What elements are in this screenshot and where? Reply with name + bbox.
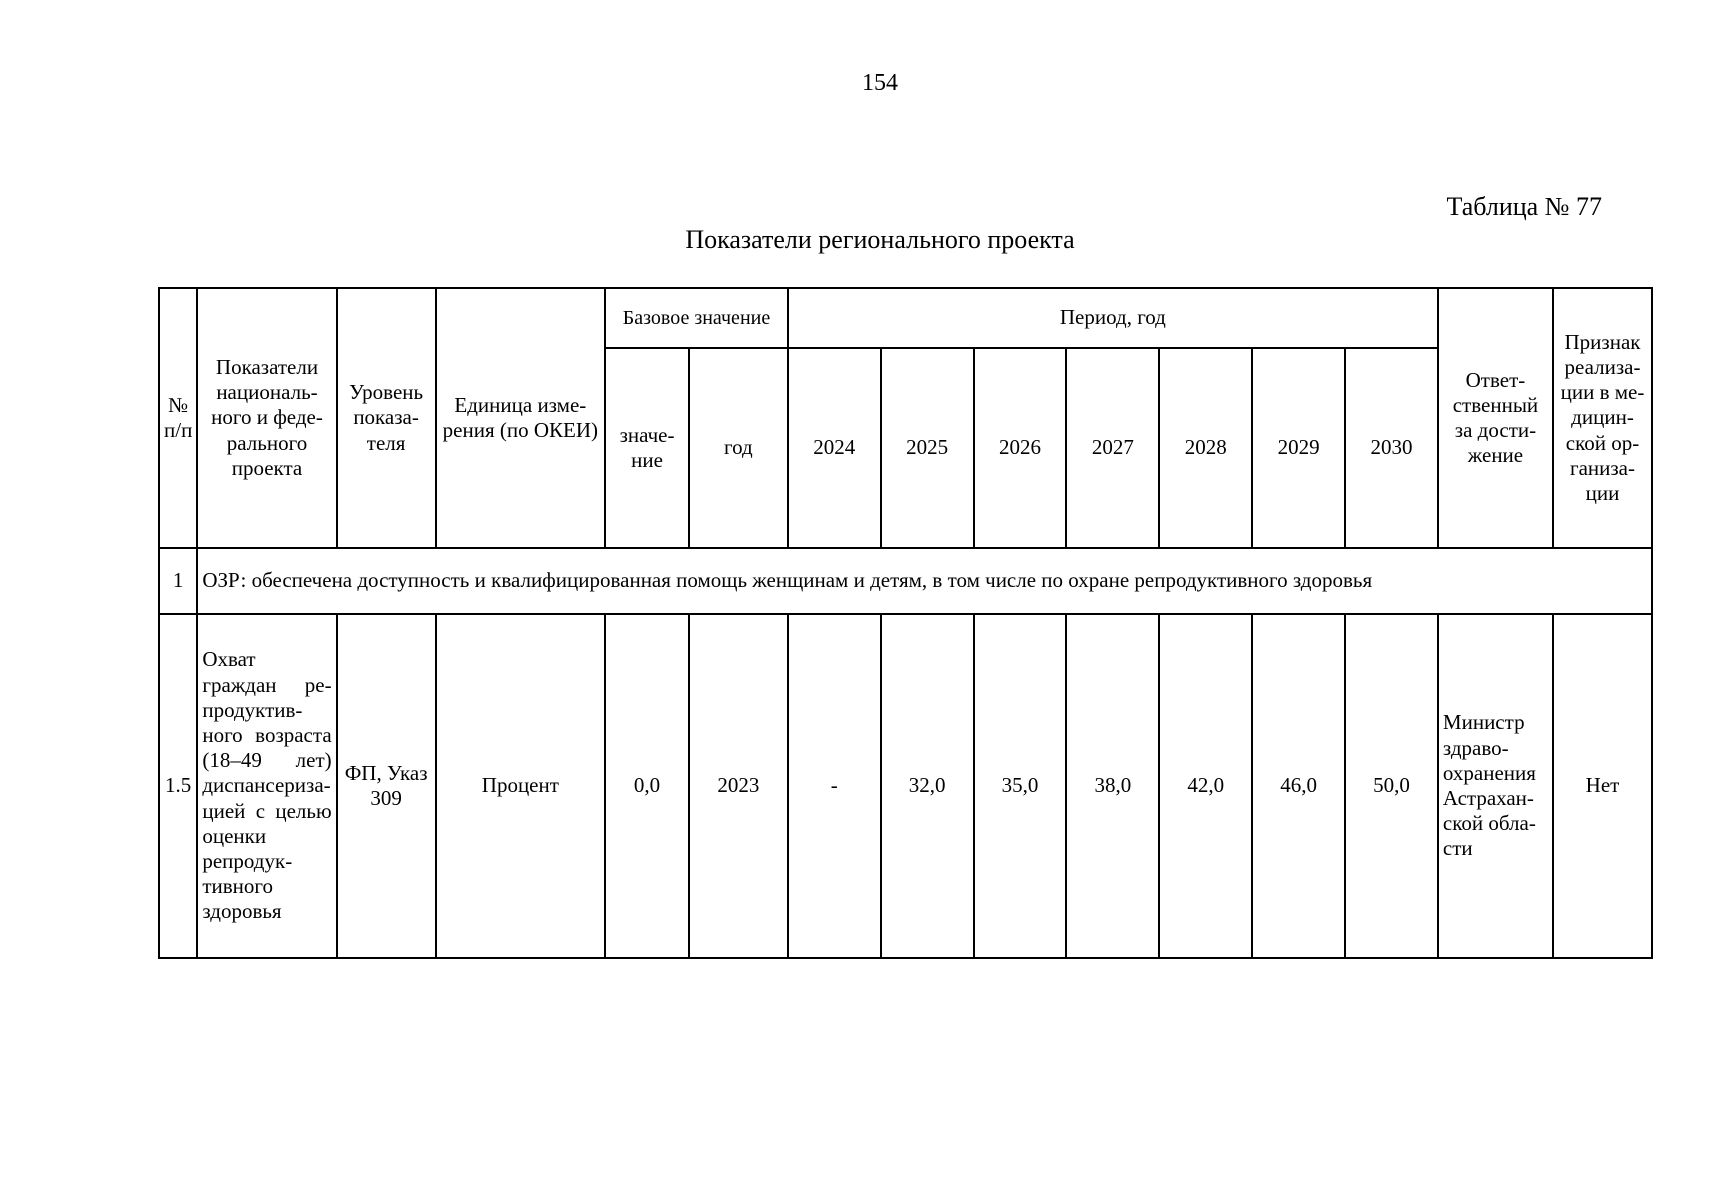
- header-unit: Единица измерения (по ОКЕИ): [436, 288, 606, 548]
- header-level: Уровень показателя: [337, 288, 436, 548]
- header-base-group: Базовое значение: [605, 288, 788, 348]
- header-row-1: [159, 288, 1652, 348]
- header-year: 2029: [1252, 348, 1345, 548]
- indicators-table: [158, 287, 1653, 959]
- table-row: [159, 614, 1652, 958]
- header-year: 2026: [974, 348, 1067, 548]
- header-year: 2028: [1159, 348, 1252, 548]
- row-indicator: Охват граждан репродуктивного возраста (18–49 лет) диспансеризацией с целью оценки репродуктивного здоровья: [197, 614, 336, 958]
- section-text: ОЗР: обеспечена доступность и квалифицированная помощь женщинам и детям, в том числе по охране репродуктивного здоровья: [197, 548, 1652, 614]
- header-year: 2030: [1345, 348, 1438, 548]
- row-base-year: 2023: [689, 614, 788, 958]
- row-value-2029: 46,0: [1252, 614, 1345, 958]
- row-value-2025: 32,0: [881, 614, 974, 958]
- row-sign: Нет: [1553, 614, 1652, 958]
- header-base-year: год: [689, 348, 788, 548]
- row-num: 1.5: [159, 614, 197, 958]
- page-number: 154: [862, 70, 898, 96]
- table-number: Таблица № 77: [1446, 192, 1602, 221]
- header-year: 2024: [788, 348, 881, 548]
- header-year: 2025: [881, 348, 974, 548]
- row-value-2030: 50,0: [1345, 614, 1438, 958]
- row-value-2024: -: [788, 614, 881, 958]
- header-year: 2027: [1066, 348, 1159, 548]
- row-unit: Процент: [436, 614, 606, 958]
- header-base-value: значение: [605, 348, 689, 548]
- row-level: ФП, Указ 309: [337, 614, 436, 958]
- section-num: 1: [159, 548, 197, 614]
- header-indicator: Показатели национального и федерального проекта: [197, 288, 336, 548]
- document-title: Показатели регионального проекта: [685, 225, 1075, 254]
- row-responsible: Министр здравоохранения Астраханской области: [1438, 614, 1553, 958]
- header-sign: Признак реализации в медицинской организации: [1553, 288, 1652, 548]
- header-period-group: Период, год: [788, 288, 1438, 348]
- header-num: № п/п: [159, 288, 197, 548]
- header-responsible: Ответственный за достижение: [1438, 288, 1553, 548]
- row-value-2027: 38,0: [1066, 614, 1159, 958]
- row-base-value: 0,0: [605, 614, 689, 958]
- section-row: [159, 548, 1652, 614]
- row-value-2026: 35,0: [974, 614, 1067, 958]
- row-value-2028: 42,0: [1159, 614, 1252, 958]
